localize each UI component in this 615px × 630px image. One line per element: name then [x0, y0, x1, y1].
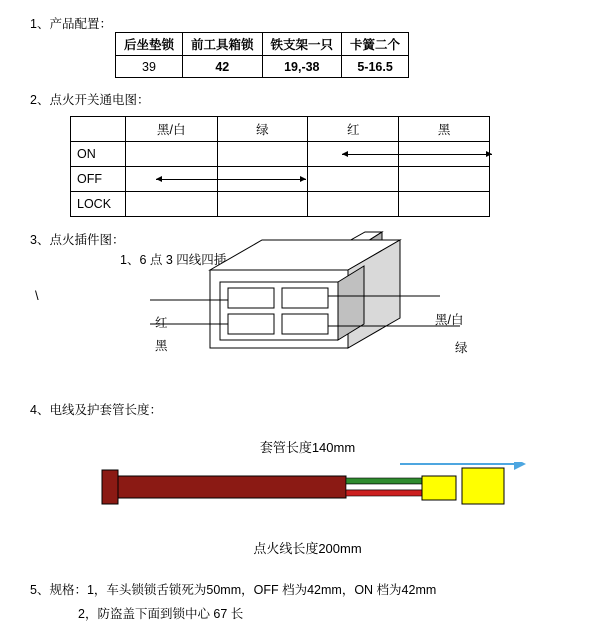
table-cell — [126, 192, 218, 217]
connector-label-red: 红 — [155, 316, 168, 330]
table-row — [116, 33, 409, 56]
table-cell — [399, 142, 490, 167]
table-cell — [126, 142, 218, 167]
table-cell — [308, 167, 399, 192]
product-config-table — [115, 32, 409, 78]
stray-backslash-mark: \ — [35, 288, 39, 303]
sheath-length-caption: 套管长度140mm — [259, 440, 356, 455]
table-row — [71, 167, 490, 192]
section-3-title: 3、点火插件图： — [30, 233, 125, 247]
connector-label-black: 黑 — [155, 339, 168, 353]
table-cell: 39 — [116, 56, 183, 78]
table-cell — [399, 192, 490, 217]
ignition-switch-table — [70, 116, 490, 217]
table-header-cell: 黑/白 — [126, 117, 218, 142]
table-cell — [217, 192, 308, 217]
row-label-off: OFF — [71, 167, 126, 192]
table-cell — [217, 142, 308, 167]
connector-label-black-white: 黑/白 — [435, 313, 464, 327]
row-label-on: ON — [71, 142, 126, 167]
row-label-lock: LOCK — [71, 192, 126, 217]
table-header-cell: 红 — [308, 117, 399, 142]
table-cell: 42 — [183, 56, 263, 78]
table-cell: 19,-38 — [262, 56, 342, 78]
section-4-title: 4、电线及护套管长度： — [30, 403, 162, 417]
table-header-cell: 铁支架一只 — [262, 33, 342, 56]
wire-illustration-svg — [100, 462, 530, 522]
table-row — [71, 142, 490, 167]
table-row — [71, 192, 490, 217]
table-cell: 5-16.5 — [342, 56, 409, 78]
spec-line-1: 5、规格：1，车头锁锁舌锁死为50mm，OFF 档为42mm，ON 档为42mm — [30, 583, 437, 597]
table-header-cell — [71, 117, 126, 142]
section-2-title: 2、点火开关通电图： — [30, 93, 150, 107]
table-cell — [399, 167, 490, 192]
table-cell — [308, 142, 399, 167]
section-1-title: 1、产品配置： — [30, 17, 112, 31]
table-header-cell: 黑 — [399, 117, 490, 142]
table-cell — [126, 167, 218, 192]
connector-label-green: 绿 — [455, 341, 468, 355]
section-3-subtitle: 1、6 点 3 四线四插 — [120, 253, 227, 267]
spec-line-2: 2，防盗盖下面到锁中心 67 长 — [78, 607, 244, 621]
table-row — [71, 117, 490, 142]
table-cell — [308, 192, 399, 217]
table-header-cell: 前工具箱锁 — [183, 33, 263, 56]
table-cell — [217, 167, 308, 192]
table-row — [116, 56, 409, 78]
table-header-cell: 卡簧二个 — [342, 33, 409, 56]
table-header-cell: 绿 — [217, 117, 308, 142]
ignition-wire-length-caption: 点火线长度200mm — [253, 541, 362, 556]
wire-diagram — [100, 462, 530, 522]
table-header-cell: 后坐垫锁 — [116, 33, 183, 56]
